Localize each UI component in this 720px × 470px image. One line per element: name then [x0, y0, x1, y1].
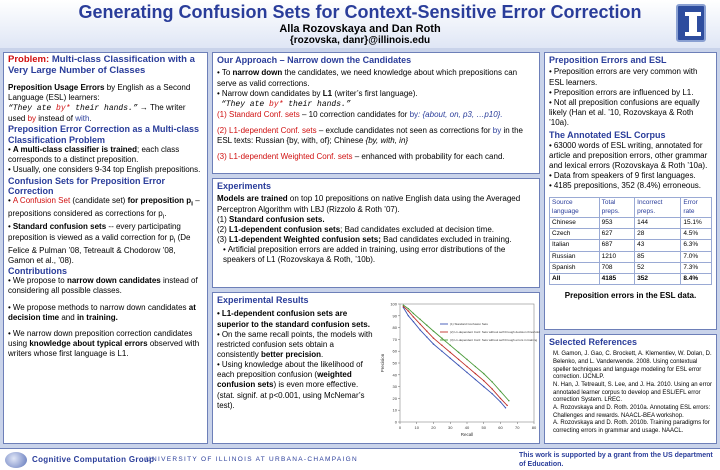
corpus-b3: • 4185 prepositions, 352 (8.4%) erroneous.	[549, 181, 712, 191]
data-point	[413, 313, 414, 314]
data-point	[475, 379, 476, 380]
cell: 15.1%	[681, 217, 712, 228]
data-point	[413, 316, 414, 317]
period: .	[89, 114, 92, 124]
poster-title: Generating Confusion Sets for Context-Sensitive Error Correction	[78, 2, 642, 22]
y-tick-label: 30	[392, 384, 397, 390]
c1-bold: narrow down candidates	[66, 276, 161, 286]
c3-bold: knowledge about typical errors	[29, 339, 148, 349]
footer	[0, 448, 720, 470]
s3-mid: – enhanced with probability for each cand.	[354, 152, 505, 162]
data-point	[419, 319, 420, 320]
problem-label: Problem:	[8, 54, 50, 65]
group-name: Cognitive Computation Group	[32, 455, 155, 464]
classifier-bold: A multi-class classifier is trained	[12, 145, 138, 155]
sub-i-2: i	[162, 213, 165, 221]
esl-b3: • Not all preposition confusions are equally likely (Han et al. ’10, Rozovskaya & Roth ’10a).	[549, 98, 712, 128]
results-panel: Experimental Results • L1-dependent confusion sets are superior to the standard confusion sets. • On the same recall points, the models with restricted confusion sets obtain a consistently better precision. • Using knowledge about the likelihood of each preposition confusion (weighted confusion sets) is even more effective. (stat. signif. at p<0.001, using McNemar’s test).	[212, 292, 540, 444]
y-tick-label: 50	[392, 360, 397, 366]
cell: 352	[635, 274, 681, 285]
cell: 627	[599, 229, 634, 240]
for-prep: for preposition p	[127, 196, 192, 206]
e4-bold: L1-dependent Weighted confusion sets;	[229, 234, 381, 244]
precision-recall-chart	[378, 298, 540, 444]
authors: Alla Rozovskaya and Dan Roth	[279, 23, 441, 35]
y-tick-label: 40	[392, 372, 397, 378]
cell: 708	[599, 262, 634, 273]
data-point	[433, 338, 434, 339]
corpus-title: The Annotated ESL Corpus	[549, 130, 666, 141]
data-point	[491, 388, 492, 389]
sub-i-3: i	[173, 237, 176, 245]
cell: 43	[635, 240, 681, 251]
legend-label: (2) L1-dependent Conf. Sets without self through decision threshold	[450, 330, 540, 335]
data-point	[500, 391, 501, 392]
cell: Chinese	[550, 217, 600, 228]
data-point	[426, 330, 427, 331]
s3-label: (3) L1-dependent Weighted Conf. sets	[217, 152, 353, 162]
references-title: Selected References	[549, 337, 638, 347]
th-source: Source language	[550, 198, 600, 218]
a1-pre: To	[221, 68, 231, 78]
th-total: Total preps.	[599, 198, 634, 218]
s2-by: by	[492, 126, 502, 136]
cell: 7.0%	[681, 251, 712, 262]
data-point	[450, 345, 451, 346]
cell: All	[550, 274, 600, 285]
reference-item: A. Rozovskaya and D. Roth. 2010b. Training paradigms for correcting errors in grammar and usage. NAACL.	[553, 420, 710, 435]
cell: 85	[635, 251, 681, 262]
experiments-title: Experiments	[217, 181, 272, 191]
data-point	[505, 407, 506, 408]
usage-text: by English as a Second Language (ESL) learners:	[8, 82, 191, 102]
e4-rest: Bad candidates excluded in training.	[383, 234, 512, 244]
esl-b2: • Preposition errors are influenced by L1.	[549, 88, 712, 98]
data-point	[441, 345, 442, 346]
y-tick-label: 80	[392, 325, 397, 331]
ccg-logo-icon	[5, 452, 27, 468]
cell: 52	[635, 262, 681, 273]
sub-i: i	[191, 200, 193, 208]
funding-note: This work is supported by a grant from the US department of Education.	[519, 452, 713, 469]
cell: Spanish	[550, 262, 600, 273]
x-tick-label: 30	[448, 425, 453, 430]
r3-post: ) is even more effective. (stat. signif. at p<0.001, using McNemar’s test).	[217, 380, 365, 410]
s1-mid: – 10 correction candidates for	[301, 109, 408, 119]
cs-end: .	[164, 209, 167, 219]
x-tick-label: 40	[464, 425, 470, 430]
cell: 28	[635, 229, 681, 240]
corpus-b2: • Data from speakers of 9 first languages.	[549, 171, 712, 181]
data-point	[466, 366, 467, 367]
data-point	[408, 308, 409, 309]
data-point	[483, 386, 484, 387]
approach-panel	[212, 52, 540, 174]
r3-bold: weighted confusion sets	[217, 370, 352, 390]
cell: 8.4%	[681, 274, 712, 285]
cell: 7.3%	[681, 262, 712, 273]
example-pre: “They ate	[8, 104, 57, 114]
ex-post: their hands.”	[283, 99, 351, 109]
data-point	[426, 325, 427, 326]
a1-post: the candidates, we need knowledge about which prepositions can serve as valid corrections.	[217, 68, 518, 88]
data-point	[450, 352, 451, 353]
ex-pre: “They ate	[221, 99, 270, 109]
s2-set: {by, with, in}	[365, 136, 409, 146]
x-tick-label: 70	[515, 425, 520, 430]
x-tick-label: 20	[431, 425, 436, 430]
a2-bold: L1	[322, 88, 333, 98]
x-tick-label: 10	[414, 425, 419, 430]
table-total-row	[550, 274, 712, 285]
cs-rest: – prepositions considered as corrections for p	[8, 196, 200, 219]
classifier-rest: ; each class corresponds to a distinct preposition.	[8, 145, 180, 165]
data-point	[433, 343, 434, 344]
correct-prep: with	[75, 114, 90, 124]
data-point	[433, 330, 434, 331]
table-row	[550, 217, 712, 228]
usage-title: Preposition Usage Errors	[8, 82, 105, 92]
c1-pre: We propose to	[12, 276, 65, 286]
confusion-set-term: A Confusion Set	[12, 196, 71, 206]
data-point	[500, 401, 501, 402]
header	[0, 0, 720, 48]
cell: 4185	[599, 274, 634, 285]
cell: Czech	[550, 229, 600, 240]
reference-item: M. Gamon, J. Gao, C. Brockett, A. Klementiev, W. Dolan, D. Belenko, and L. Vanderwende. 2008. Using contextual speller techniques and language modeling for ESL error correction. IJCNLP.	[553, 351, 712, 381]
problem-panel	[3, 52, 208, 444]
e4-num: (3)	[217, 234, 227, 244]
esl-table	[549, 197, 712, 285]
c2-bold2: in training.	[76, 312, 118, 322]
e3-num: (2)	[217, 224, 227, 234]
problem-heading: Multi-class Classification with a Very Large Number of Classes	[8, 54, 195, 76]
reference-item: A. Rozovskaya and D. Roth. 2010a. Annotating ESL errors: Challenges and rewards. NAACL-BEA workshop.	[553, 405, 711, 419]
author-email: {rozovska, danr}@illinois.edu	[289, 35, 431, 46]
data-point	[508, 400, 509, 401]
data-point	[458, 365, 459, 366]
table-row	[550, 240, 712, 251]
section-confusion-sets: Confusion Sets for Preposition Error Correction	[8, 175, 166, 196]
data-point	[491, 381, 492, 382]
data-point	[458, 359, 459, 360]
data-point	[426, 336, 427, 337]
reference-item: N. Han, J. Tetreault, S. Lee, and J. Ha. 2010. Using an error annotated learner corpus to develop and ESL/EFL error correction System. LREC.	[553, 382, 712, 404]
e2-num: (1)	[217, 214, 227, 224]
table-row	[550, 229, 712, 240]
data-point	[475, 366, 476, 367]
c3-pre: We narrow down preposition correction candidates using	[8, 328, 193, 349]
c2-bold1: at decision time	[8, 302, 196, 322]
data-point	[466, 359, 467, 360]
data-point	[483, 380, 484, 381]
esl-title: Preposition Errors and ESL	[549, 55, 667, 65]
s2-mid: – exclude candidates not seen as corrections for	[318, 126, 491, 136]
table-header	[550, 198, 712, 218]
s1-label: (1) Standard Conf. sets	[217, 109, 300, 119]
wrong-prep: by	[27, 114, 37, 124]
th-error-rate: Error rate	[681, 198, 712, 218]
table-row	[550, 262, 712, 273]
cell: 6.3%	[681, 240, 712, 251]
experiments-panel	[212, 178, 540, 288]
r1: • L1-dependent confusion sets are superior to the standard confusion sets.	[217, 309, 377, 329]
e1-rest: on top 10 prepositions on native English data using the Averaged Perceptron Algorithm with LBJ (Rizzolo & Roth ’07).	[217, 194, 521, 214]
standard-sets-rest: -- every participating preposition is viewed as a valid correction for p	[8, 222, 181, 242]
data-point	[419, 323, 420, 324]
example-arrow: → The writer used	[8, 103, 186, 124]
standard-sets-ref: (De Felice & Pulman ’08, Tetreault & Chodorow ’08, Gamon et al., ’08).	[8, 232, 191, 265]
y-tick-label: 60	[392, 348, 397, 354]
data-point	[450, 358, 451, 359]
section-classification: Preposition Error Correction as a Multi-class Classification Problem	[8, 124, 200, 145]
cell: 144	[635, 217, 681, 228]
results-title: Experimental Results	[217, 295, 309, 305]
e1-bold: Models are trained	[217, 194, 288, 204]
example-error: by*	[56, 104, 71, 114]
data-point	[403, 304, 404, 305]
y-tick-label: 0	[394, 419, 397, 425]
r2-bold: better precision	[261, 349, 322, 359]
data-point	[500, 398, 501, 399]
cell: Russian	[550, 251, 600, 262]
th-incorrect: Incorrect preps.	[635, 198, 681, 218]
x-tick-label: 60	[498, 425, 503, 430]
candidate-set: (candidate set)	[72, 196, 126, 206]
e2-bold: Standard confusion sets.	[229, 214, 325, 224]
university-name: UNIVERSITY OF ILLINOIS AT URBANA-CHAMPAIGN	[146, 456, 358, 463]
illinois-i-icon	[689, 12, 697, 36]
x-tick-label: 50	[481, 425, 486, 430]
example-post: their hands.”	[70, 104, 138, 114]
legend-label: (3) L1-dependent Conf. Sets without self through errors in training	[450, 338, 538, 343]
data-point	[408, 315, 409, 316]
ex-error: by*	[269, 99, 284, 109]
data-point	[458, 352, 459, 353]
standard-sets-bold: Standard confusion sets	[12, 222, 107, 232]
table-row	[550, 251, 712, 262]
s2-label: (2) L1-dependent Conf. sets	[217, 126, 317, 136]
e3-bold: L1-dependent confusion sets	[229, 224, 341, 234]
data-point	[491, 393, 492, 394]
section-contributions: Contributions	[8, 265, 67, 276]
data-point	[419, 329, 420, 330]
esl-b1: • Preposition errors are very common with ESL learners.	[549, 67, 712, 87]
corpus-b1: • 63000 words of ESL writing, annotated for article and preposition errors, other grammar and lexical errors (Rozovskaya & Roth ’10a).	[549, 141, 712, 171]
cell: Italian	[550, 240, 600, 251]
data-point	[408, 310, 409, 311]
r2-pre: On the same recall points, the models with restricted confusion sets obtain a consistently	[217, 329, 373, 359]
x-tick-label: 0	[398, 425, 402, 430]
y-tick-label: 100	[390, 301, 397, 307]
s2-mid2: in the ESL texts: Russian {by, with, of}; Chinese	[217, 126, 524, 146]
y-axis-label: Precision	[380, 353, 385, 373]
a1-bold: narrow down	[232, 68, 283, 78]
esl-panel	[544, 52, 717, 330]
instead-of: instead of	[38, 114, 73, 124]
x-tick-label: 80	[531, 425, 537, 430]
a2-post: (writer’s first language).	[334, 88, 418, 98]
approach-title: Our Approach – Narrow down the Candidates	[217, 55, 412, 65]
y-tick-label: 20	[392, 395, 397, 401]
data-point	[441, 338, 442, 339]
e5: • Artificial preposition errors are added in training, using error distributions of the speakers of L1 (Rozovskaya & Roth, ’10b).	[217, 245, 535, 265]
e3-rest: ; Bad candidates excluded at decision time.	[340, 224, 495, 234]
x-axis-label: Recall	[460, 432, 474, 437]
data-point	[483, 373, 484, 374]
y-tick-label: 70	[392, 336, 397, 342]
data-point	[466, 372, 467, 373]
s1-set: : {about, on, p3, …p10}.	[418, 109, 503, 119]
data-point	[413, 321, 414, 322]
table-caption: Preposition errors in the ESL data.	[564, 291, 697, 301]
legend-label: (1) Standard Confusion Sets	[450, 322, 488, 327]
cell: 1210	[599, 251, 634, 262]
data-point	[475, 373, 476, 374]
c2-pre: We propose methods to narrow down candidates	[12, 302, 187, 312]
illinois-logo	[676, 4, 706, 42]
r3-pre: Using knowledge about the likelihood of each preposition confusion (	[217, 360, 363, 380]
c2-and: and	[61, 312, 75, 322]
data-point	[507, 405, 508, 406]
references-panel	[544, 334, 717, 444]
cell: 4.5%	[681, 229, 712, 240]
y-tick-label: 90	[392, 313, 397, 319]
cell: 687	[599, 240, 634, 251]
data-point	[441, 351, 442, 352]
y-tick-label: 10	[392, 407, 397, 413]
cell: 953	[599, 217, 634, 228]
c3-post: observed with writers whose first language is L1.	[8, 339, 200, 359]
a2-pre: Narrow down candidates by	[221, 88, 321, 98]
c1-post: instead of considering all possible classes.	[8, 276, 198, 296]
prepositions-count: • Usually, one considers 9-34 top English prepositions.	[8, 165, 203, 175]
s1-by: by	[409, 109, 419, 119]
